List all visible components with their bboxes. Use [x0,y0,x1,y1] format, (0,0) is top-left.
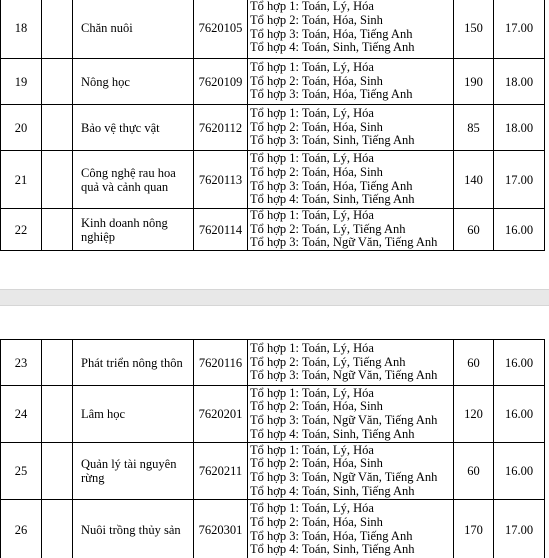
table-row [1,340,545,386]
row-number: 20 [1,105,42,151]
combination-line: Tổ hợp 2: Toán, Hóa, Sinh [250,165,383,179]
blank-cell [42,59,73,105]
quota-value: 60 [454,443,494,500]
blank-cell [42,443,73,500]
table-row [1,386,545,443]
min-score: 18.00 [494,105,545,151]
row-number: 21 [1,151,42,209]
table-row [1,105,545,151]
page-separator [0,289,549,306]
major-name: Nuôi trồng thủy sản [73,500,194,558]
combination-line: Tổ hợp 1: Toán, Lý, Hóa [250,209,374,223]
subject-combinations [248,151,454,209]
admission-table-top [0,0,545,251]
major-code: 7620201 [194,386,248,443]
combination-line: Tổ hợp 3: Toán, Ngữ Văn, Tiếng Anh [250,369,438,383]
major-name: Chăn nuôi [73,0,194,59]
row-number: 26 [1,500,42,558]
quota-value: 60 [454,340,494,386]
blank-cell [42,500,73,558]
min-score: 16.00 [494,340,545,386]
quota-value: 85 [454,105,494,151]
row-number: 18 [1,0,42,59]
combination-line: Tổ hợp 3: Toán, Hóa, Tiếng Anh [250,179,413,193]
row-number: 24 [1,386,42,443]
quota-value: 150 [454,0,494,59]
major-code: 7620301 [194,500,248,558]
min-score: 17.00 [494,151,545,209]
major-code: 7620112 [194,105,248,151]
combination-line: Tổ hợp 1: Toán, Lý, Hóa [250,152,374,166]
quota-value: 60 [454,209,494,251]
min-score: 17.00 [494,0,545,59]
quota-value: 190 [454,59,494,105]
blank-cell [42,209,73,251]
major-name: Phát triển nông thôn [73,340,194,386]
combination-line: Tổ hợp 4: Toán, Sinh, Tiếng Anh [250,427,415,441]
major-name: Lâm học [73,386,194,443]
page-bottom [0,306,549,558]
combination-line: Tổ hợp 1: Toán, Lý, Hóa [250,61,374,75]
major-code: 7620116 [194,340,248,386]
combination-line: Tổ hợp 3: Toán, Ngữ Văn, Tiếng Anh [250,471,438,484]
subject-combinations [248,500,454,558]
subject-combinations [248,105,454,151]
min-score: 17.00 [494,500,545,558]
combination-line: Tổ hợp 1: Toán, Lý, Hóa [250,443,374,457]
major-name: Công nghệ rau hoa quả và cảnh quan [73,151,194,209]
table-row [1,0,545,59]
major-name: Bảo vệ thực vật [73,105,194,151]
major-code: 7620113 [194,151,248,209]
quota-value: 140 [454,151,494,209]
combination-line: Tổ hợp 3: Toán, Hóa, Tiếng Anh [250,27,413,41]
combination-line: Tổ hợp 4: Toán, Sinh, Tiếng Anh [250,543,415,557]
combination-line: Tổ hợp 1: Toán, Lý, Hóa [250,386,374,400]
combination-line: Tổ hợp 3: Toán, Sinh, Tiếng Anh [250,134,415,148]
major-code: 7620211 [194,443,248,500]
combination-line: Tổ hợp 2: Toán, Hóa, Sinh [250,457,383,471]
subject-combinations [248,0,454,59]
combination-line: Tổ hợp 1: Toán, Lý, Hóa [250,502,374,516]
major-name: Nông học [73,59,194,105]
subject-combinations [248,209,454,251]
combination-line: Tổ hợp 1: Toán, Lý, Hóa [250,0,374,14]
major-name: Quản lý tài nguyên rừng [73,443,194,500]
combination-line: Tổ hợp 4: Toán, Sinh, Tiếng Anh [250,41,415,55]
combination-line: Tổ hợp 3: Toán, Ngữ Văn, Tiếng Anh [250,414,438,427]
combination-line: Tổ hợp 4: Toán, Sinh, Tiếng Anh [250,193,415,207]
row-number: 22 [1,209,42,251]
table-row [1,151,545,209]
min-score: 16.00 [494,443,545,500]
combination-line: Tổ hợp 2: Toán, Lý, Tiếng Anh [250,222,406,236]
quota-value: 170 [454,500,494,558]
combination-line: Tổ hợp 3: Toán, Hóa, Tiếng Anh [250,88,413,102]
row-number: 19 [1,59,42,105]
blank-cell [42,0,73,59]
combination-line: Tổ hợp 2: Toán, Lý, Tiếng Anh [250,355,406,369]
combination-line: Tổ hợp 4: Toán, Sinh, Tiếng Anh [250,484,415,498]
table-row [1,209,545,251]
min-score: 16.00 [494,209,545,251]
table-row [1,443,545,500]
subject-combinations [248,443,454,500]
subject-combinations [248,340,454,386]
combination-line: Tổ hợp 2: Toán, Hóa, Sinh [250,515,383,529]
combination-line: Tổ hợp 3: Toán, Ngữ Văn, Tiếng Anh [250,236,438,250]
combination-line: Tổ hợp 2: Toán, Hóa, Sinh [250,74,383,88]
combination-line: Tổ hợp 2: Toán, Hóa, Sinh [250,400,383,414]
subject-combinations [248,59,454,105]
admission-table-bottom [0,339,545,558]
major-code: 7620109 [194,59,248,105]
combination-line: Tổ hợp 2: Toán, Hóa, Sinh [250,120,383,134]
combination-line: Tổ hợp 1: Toán, Lý, Hóa [250,107,374,121]
blank-cell [42,151,73,209]
table-row [1,500,545,558]
page-bottom-margin [0,262,549,289]
page-top [0,0,549,262]
row-number: 25 [1,443,42,500]
major-code: 7620114 [194,209,248,251]
major-name: Kinh doanh nông nghiệp [73,209,194,251]
blank-cell [42,340,73,386]
combination-line: Tổ hợp 1: Toán, Lý, Hóa [250,342,374,356]
min-score: 18.00 [494,59,545,105]
row-number: 23 [1,340,42,386]
blank-cell [42,386,73,443]
quota-value: 120 [454,386,494,443]
subject-combinations [248,386,454,443]
major-code: 7620105 [194,0,248,59]
combination-line: Tổ hợp 2: Toán, Hóa, Sinh [250,13,383,27]
min-score: 16.00 [494,386,545,443]
table-row [1,59,545,105]
combination-line: Tổ hợp 3: Toán, Hóa, Tiếng Anh [250,529,413,543]
blank-cell [42,105,73,151]
